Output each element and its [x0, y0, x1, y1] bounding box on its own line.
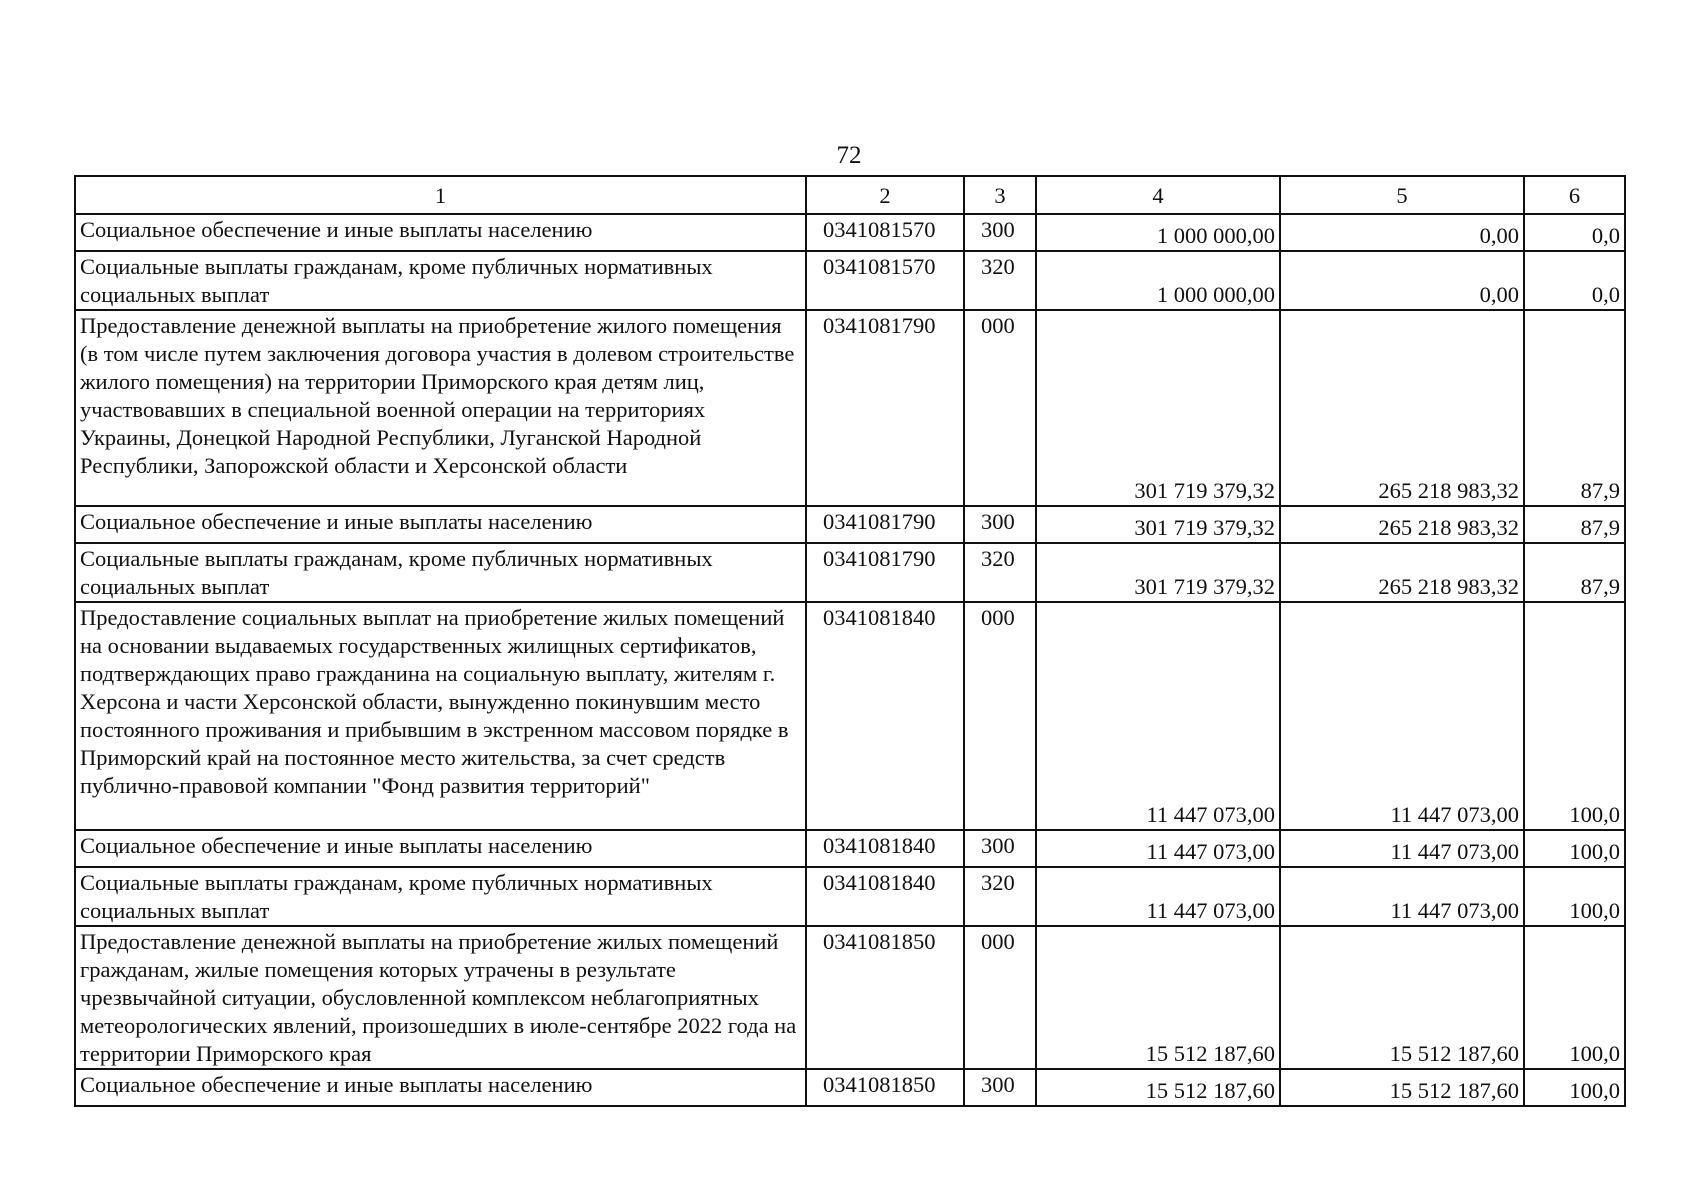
row-planned-cell: 1 000 000,00 — [1036, 214, 1280, 251]
row-planned-cell: 301 719 379,32 — [1036, 310, 1280, 506]
budget-table — [74, 175, 1626, 1107]
row-executed-cell: 11 447 073,00 — [1280, 830, 1524, 867]
row-code-cell: 0341081790 — [806, 506, 964, 543]
row-type-cell: 000 — [964, 926, 1036, 1069]
row-name-cell: Социальные выплаты гражданам, кроме публичных нормативных социальных выплат — [75, 251, 806, 310]
row-name-cell: Социальные выплаты гражданам, кроме публичных нормативных социальных выплат — [75, 867, 806, 926]
row-executed-cell: 11 447 073,00 — [1280, 602, 1524, 830]
row-type-cell: 300 — [964, 830, 1036, 867]
table-row — [75, 1069, 1625, 1106]
table-row — [75, 310, 1625, 506]
row-planned-cell: 1 000 000,00 — [1036, 251, 1280, 310]
row-percent-cell: 100,0 — [1524, 867, 1625, 926]
row-name-cell: Предоставление социальных выплат на приобретение жилых помещений на основании выдаваемых государственных жилищных сертификатов, подтверждающих право гражданина на социальную выплату, жителям г. Херсона и части Херсонской области, вынужденно покинувшим место постоянного проживания и прибывшим в экстренном массовом порядке в Приморский край на постоянное место жительства, за счет средств публично-правовой компании "Фонд развития территорий" — [75, 602, 806, 830]
row-code-cell: 0341081790 — [806, 543, 964, 602]
table-row — [75, 867, 1625, 926]
row-type-cell: 320 — [964, 867, 1036, 926]
row-code-cell: 0341081840 — [806, 867, 964, 926]
row-planned-cell: 11 447 073,00 — [1036, 867, 1280, 926]
row-percent-cell: 100,0 — [1524, 830, 1625, 867]
table-row — [75, 602, 1625, 830]
row-type-cell: 000 — [964, 310, 1036, 506]
column-header: 4 — [1036, 176, 1280, 214]
column-header: 5 — [1280, 176, 1524, 214]
table-row — [75, 830, 1625, 867]
table-row — [75, 506, 1625, 543]
row-percent-cell: 87,9 — [1524, 506, 1625, 543]
row-planned-cell: 15 512 187,60 — [1036, 926, 1280, 1069]
row-percent-cell: 87,9 — [1524, 543, 1625, 602]
column-header: 2 — [806, 176, 964, 214]
row-executed-cell: 0,00 — [1280, 214, 1524, 251]
column-header: 6 — [1524, 176, 1625, 214]
row-percent-cell: 100,0 — [1524, 1069, 1625, 1106]
row-executed-cell: 15 512 187,60 — [1280, 926, 1524, 1069]
row-planned-cell: 15 512 187,60 — [1036, 1069, 1280, 1106]
row-name-cell: Предоставление денежной выплаты на приобретение жилых помещений гражданам, жилые помещения которых утрачены в результате чрезвычайной ситуации, обусловленной комплексом неблагоприятных метеорологических явлений, произошедших в июле-сентябре 2022 года на территории Приморского края — [75, 926, 806, 1069]
row-planned-cell: 301 719 379,32 — [1036, 543, 1280, 602]
row-code-cell: 0341081850 — [806, 926, 964, 1069]
row-code-cell: 0341081570 — [806, 214, 964, 251]
column-header: 3 — [964, 176, 1036, 214]
row-name-cell: Социальное обеспечение и иные выплаты населению — [75, 214, 806, 251]
column-header: 1 — [75, 176, 806, 214]
row-type-cell: 000 — [964, 602, 1036, 830]
row-percent-cell: 0,0 — [1524, 214, 1625, 251]
row-planned-cell: 11 447 073,00 — [1036, 830, 1280, 867]
row-percent-cell: 0,0 — [1524, 251, 1625, 310]
row-name-cell: Предоставление денежной выплаты на приобретение жилого помещения (в том числе путем заключения договора участия в долевом строительстве жилого помещения) на территории Приморского края детям лиц, участвовавших в специальной военной операции на территориях Украины, Донецкой Народной Республики, Луганской Народной Республики, Запорожской области и Херсонской области — [75, 310, 806, 506]
row-executed-cell: 265 218 983,32 — [1280, 543, 1524, 602]
row-type-cell: 320 — [964, 543, 1036, 602]
row-executed-cell: 11 447 073,00 — [1280, 867, 1524, 926]
row-name-cell: Социальное обеспечение и иные выплаты населению — [75, 830, 806, 867]
row-type-cell: 300 — [964, 214, 1036, 251]
row-percent-cell: 100,0 — [1524, 602, 1625, 830]
row-name-cell: Социальное обеспечение и иные выплаты населению — [75, 1069, 806, 1106]
table-header-row — [75, 176, 1625, 214]
row-percent-cell: 100,0 — [1524, 926, 1625, 1069]
row-planned-cell: 301 719 379,32 — [1036, 506, 1280, 543]
page-number: 72 — [836, 142, 862, 169]
row-type-cell: 320 — [964, 251, 1036, 310]
row-type-cell: 300 — [964, 506, 1036, 543]
table-row — [75, 543, 1625, 602]
row-percent-cell: 87,9 — [1524, 310, 1625, 506]
table-row — [75, 251, 1625, 310]
row-code-cell: 0341081790 — [806, 310, 964, 506]
row-planned-cell: 11 447 073,00 — [1036, 602, 1280, 830]
row-code-cell: 0341081840 — [806, 830, 964, 867]
row-name-cell: Социальные выплаты гражданам, кроме публичных нормативных социальных выплат — [75, 543, 806, 602]
row-type-cell: 300 — [964, 1069, 1036, 1106]
row-code-cell: 0341081840 — [806, 602, 964, 830]
table-row — [75, 214, 1625, 251]
row-executed-cell: 15 512 187,60 — [1280, 1069, 1524, 1106]
row-executed-cell: 265 218 983,32 — [1280, 506, 1524, 543]
row-executed-cell: 265 218 983,32 — [1280, 310, 1524, 506]
row-name-cell: Социальное обеспечение и иные выплаты населению — [75, 506, 806, 543]
table-row — [75, 926, 1625, 1069]
row-code-cell: 0341081570 — [806, 251, 964, 310]
row-executed-cell: 0,00 — [1280, 251, 1524, 310]
row-code-cell: 0341081850 — [806, 1069, 964, 1106]
